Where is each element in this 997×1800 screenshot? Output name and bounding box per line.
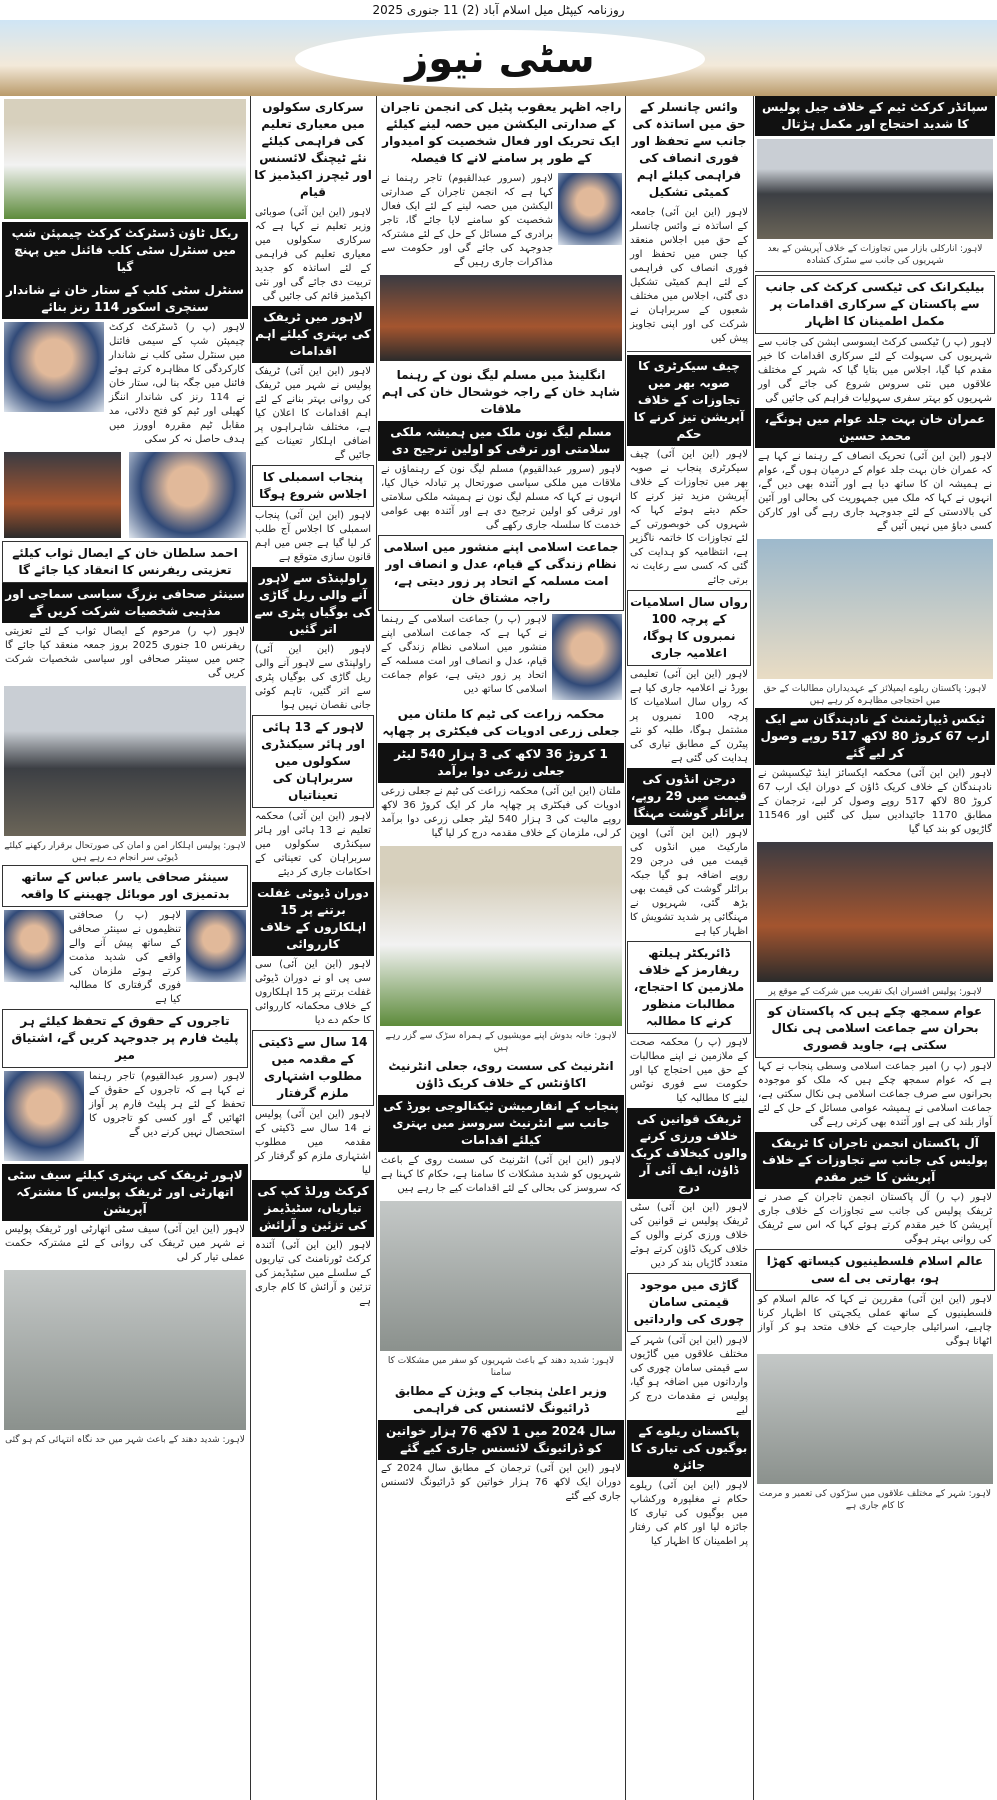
headline: ریکل ٹاؤن ڈسٹرکٹ کرکٹ چیمپئن شپ میں سنٹرل سٹی کلب فائنل میں پہنچ گیا <box>2 222 248 279</box>
column-1 <box>755 96 995 1796</box>
article-body: لاہور (این این آئی) جامعہ کے اساتذہ نے وائس چانسلر کے حق میں اجلاس منعقد کیا جس میں تحفظ اور فوری انصاف کی فراہمی کے لئے اہم کمیٹی تشکیل دی گئی، اجلاس میں مختلف شعبوں کے سربراہان نے شرکت کی اور اپنی تجاویز پیش کیں <box>630 207 748 344</box>
headline: سپائڈر کرکٹ ٹیم کے خلاف جیل پولیس کا شدید احتجاج اور مکمل ہڑتال <box>755 96 995 136</box>
headline: احمد سلطان خان کے ایصال ثواب کیلئے تعزیتی ریفرنس کا انعقاد کیا جائے گا <box>2 541 248 583</box>
photo-caption: لاہور: پاکستان ریلوے ایمپلائز کے عہدیداران مطالبات کے حق میں احتجاجی مظاہرہ کر رہے ہیں <box>763 684 987 706</box>
photo-fog <box>380 1201 622 1351</box>
headline: انٹرنیٹ کی سست روی، جعلی انٹرنیٹ اکاؤنٹس کے خلاف کریک ڈاؤن <box>388 1059 614 1090</box>
article-body: لاہور (این این آئی) محکمہ تعلیم نے 13 ہائی اور ہائر سیکنڈری سکولوں میں سربراہان کی تعیناتی کے احکامات جاری کر دیئے <box>255 811 371 878</box>
column-3 <box>378 96 624 1796</box>
headline: لاہور کے 13 ہائی اور ہائر سیکنڈری سکولوں میں سربراہان کی تعیناتیاں <box>252 715 374 808</box>
headline: سال 2024 میں 1 لاکھ 76 ہزار خواتین کو ڈرائیونگ لائسنس جاری کیے گئے <box>378 1420 624 1460</box>
article-row <box>378 611 624 703</box>
article-body: ملتان (این این آئی) محکمہ زراعت کی ٹیم نے جعلی زرعی ادویات کی فیکٹری پر چھاپہ مار کر ایک کروڑ 36 لاکھ روپے مالیت کی 3 ہزار 540 لیٹر جعلی زرعی دوا برآمد کر لی، ملزمان کے خلاف مقدمہ درج کر لیا گیا <box>381 786 621 839</box>
headline: ٹریفک قوانین کی خلاف ورزی کرنے والوں کیخلاف کریک ڈاؤن، ایف آئی آر درج <box>627 1108 751 1199</box>
photo-group-meeting <box>380 275 622 361</box>
headline: بیلیکرانک کی ٹیکسی کرکٹ کی جانب سے پاکستان کے سرکاری اقدامات پر مکمل اطمینان کا اظہار <box>755 275 995 334</box>
article-body: لاہور (این این آئی) محکمہ ایکسائز اینڈ ٹیکسیشن نے نادہندگان کے خلاف کریک ڈاؤن کے دوران ایک ارب 67 کروڑ 80 لاکھ 517 روپے وصول کر لیے، ترجمان کے مطابق 1170 جائیدادیں سیل کی گئیں اور 11546 گاڑیوں کو بند کیا گیا <box>758 768 992 835</box>
article-body: لاہور (این این آئی) سی سی پی او نے دوران ڈیوٹی غفلت برتنے پر 15 اہلکاروں کے خلاف محکمانہ کارروائی کا حکم دے دیا <box>255 959 372 1026</box>
column-2 <box>627 96 751 1796</box>
headline: سرکاری سکولوں میں معیاری تعلیم کی فراہمی کیلئے نئے ٹیچنگ لائسنس اور ٹیچرز اکیڈمیز کا قیام <box>254 100 372 199</box>
column-rule <box>250 96 251 1800</box>
article-body: لاہور (این این آئی) ترجمان کے مطابق سال 2024 کے دوران ایک لاکھ 76 ہزار خواتین کو ڈرائیونگ لائسنس جاری کیے گئے <box>381 1463 621 1502</box>
article-row <box>2 907 248 1009</box>
photo-row <box>2 449 248 541</box>
photo-portrait <box>4 452 121 538</box>
article-body: لاہور (این این آئی) تعلیمی بورڈ نے اعلامیہ جاری کیا ہے کہ رواں سال اسلامیات کا پرچہ 100 نمبروں پر مشتمل ہوگا، طلبہ کو نئے پیٹرن کے مطابق تیاری کی ہدایت کی گئی ہے <box>630 669 748 764</box>
headline: تاجروں کے حقوق کے تحفظ کیلئے ہر پلیٹ فارم پر جدوجہد کریں گے، اشتیاق میر <box>2 1009 248 1068</box>
headline: ڈائریکٹر ہیلتھ ریفارمز کے خلاف ملازمین کا احتجاج، مطالبات منظور کرنے کا مطالبہ <box>627 941 751 1034</box>
article-body: لاہور (پ ر) مرحوم کے ایصال ثواب کے لئے تعزیتی ریفرنس 10 جنوری 2025 بروز جمعہ منعقد کیا جائے گا جس میں سینئر صحافی اور سیاسی شخصیات شرکت کریں گی <box>5 626 245 679</box>
headline: دوران ڈیوٹی غفلت برتنے پر 15 اہلکاروں کے خلاف کارروائی <box>252 882 374 956</box>
article-body: لاہور (این این آئی) سٹی ٹریفک پولیس نے قوانین کی خلاف ورزی کرنے والوں کے خلاف کریک ڈاؤن کرتے ہوئے متعدد گاڑیاں بند کر دیں <box>630 1202 748 1269</box>
photo-portrait <box>4 1071 84 1161</box>
article-body: لاہور (سرور عبدالقیوم) تاجر رہنما نے کہا ہے کہ انجمن تاجران کے صدارتی الیکشن میں حصہ لینے کے لئے ایک فعال شخصیت کو سامنے لایا جائے گا، تاجر برادری کے مسائل کے حل کے لئے مشترکہ جدوجہد کی جائے گی اور حکومت سے مذاکرات جاری رہیں گے <box>381 173 553 268</box>
headline: لاہور میں ٹریفک کی بہتری کیلئے اہم اقدامات <box>252 306 374 363</box>
photo-caption: لاہور: خانہ بدوش اپنے مویشیوں کے ہمراہ سڑک سے گزر رہے ہیں <box>385 1031 617 1053</box>
article-body: لاہور (این این آئی) پولیس نے 14 سال سے ڈکیتی کے مقدمہ میں مطلوب اشتہاری ملزم کو گرفتار کر لیا <box>255 1109 371 1176</box>
photo-caption: لاہور: پولیس اہلکار امن و امان کی صورتحال برقرار رکھنے کیلئے ڈیوٹی سر انجام دے رہے ہیں <box>4 841 246 863</box>
photo-cricket-team <box>4 99 246 219</box>
article-body: لاہور (پ ر) صحافتی تنظیموں نے سینئر صحافی کے ساتھ پیش آنے والے واقعے کی شدید مذمت کرتے ہوئے ملزمان کی فوری گرفتاری کا مطالبہ کیا ہے <box>69 910 181 1005</box>
article-body: لاہور (این این آئی) انٹرنیٹ کی سست روی کے باعث شہریوں کو شدید مشکلات کا سامنا ہے، حکام کا کہنا ہے کہ سروسز کی بحالی کے لئے اقدامات کیے جا رہے ہیں <box>381 1155 621 1194</box>
article-body: لاہور (این این آئی) صوبائی وزیر تعلیم نے کہا ہے کہ سرکاری سکولوں میں معیاری تعلیم کی فراہمی کے لئے اساتذہ کو جدید تربیت دی جائے گی اور نئی اکیڈمیز قائم کی جائیں گی <box>255 207 371 302</box>
photo-caption: لاہور: شہر کے مختلف علاقوں میں سڑکوں کی تعمیر و مرمت کا کام جاری ہے <box>758 1489 992 1511</box>
photo-rally <box>757 539 993 679</box>
dateline: روزنامہ کیپٹل میل اسلام آباد (2) 11 جنوری 2025 <box>0 0 997 20</box>
headline: 14 سال سے ڈکیتی کے مقدمہ میں مطلوب اشتہاری ملزم گرفتار <box>252 1030 374 1106</box>
headline: عالم اسلام فلسطینیوں کیساتھ کھڑا ہو، بھارتی بی اے سی <box>755 1249 995 1291</box>
article-body: لاہور (این این آئی) اوپن مارکیٹ میں انڈوں کی قیمت میں فی درجن 29 روپے اضافہ ہو گیا جبکہ برائلر گوشت کی قیمت بھی بڑھ گئی، شہریوں نے مہنگائی پر شدید تشویش کا اظہار کیا ہے <box>630 828 748 937</box>
photo-caption: لاہور: شدید دھند کے باعث شہر میں حد نگاہ انتہائی کم ہو گئی <box>5 1435 245 1445</box>
headline: 1 کروڑ 36 لاکھ کی 3 ہزار 540 لیٹر جعلی زرعی دوا برآمد <box>378 743 624 783</box>
divider <box>627 351 751 352</box>
headline: انگلینڈ میں مسلم لیگ نون کے رہنما شاہد خان کے راجہ خوشحال خان کی اہم ملاقات <box>381 368 621 416</box>
article-body: لاہور (پ ر) ڈسٹرکٹ کرکٹ چیمپئن شپ کے سیمی فائنل میں سنٹرل سٹی کلب نے شاندار کارکردگی کا مظاہرہ کرتے ہوئے فائنل میں جگہ بنا لی، ستار خان نے 114 رنز کی شاندار اننگز کھیلی اور ٹیم کو فتح دلائی، مد مقابل ٹیم مقررہ اوورز میں ہدف حاصل نہ کر سکی <box>109 322 245 445</box>
headline: گاڑی میں موجود قیمتی سامان چوری کی وارداتیں <box>627 1273 751 1332</box>
headline: محکمہ زراعت کی ٹیم کا ملتان میں جعلی زرعی ادویات کی فیکٹری پر چھاپہ <box>382 707 620 738</box>
headline: رواں سال اسلامیات کے پرچہ 100 نمبروں کا ہوگا، اعلامیہ جاری <box>627 590 751 666</box>
photo-fog-truck <box>4 1270 246 1430</box>
article-body: لاہور (این این آئی) شہر کے مختلف علاقوں میں گاڑیوں سے قیمتی سامان چوری کی وارداتوں میں اضافہ ہو گیا، پولیس نے مقدمات درج کر لیے <box>630 1335 748 1416</box>
headline: وائس چانسلر کے حق میں اساتذہ کی جانب سے تحفظ اور فوری انصاف کی فراہمی کیلئے اہم کمیٹی تشکیل <box>631 100 747 199</box>
article-row <box>2 319 248 449</box>
headline: سینئر صحافی یاسر عباس کے ساتھ بدتمیزی اور موبائل چھیننے کا واقعہ <box>2 865 248 907</box>
article-body: لاہور (سرور عبدالقیوم) تاجر رہنما نے کہا ہے کہ تاجروں کے حقوق کے تحفظ کے لئے ہر پلیٹ فارم پر آواز اٹھائیں گے اور کسی کو تاجروں کا استحصال نہیں کرنے دیں گے <box>89 1071 245 1138</box>
headline: لاہور ٹریفک کی بہتری کیلئے سیف سٹی اتھارٹی اور ٹریفک پولیس کا مشترکہ آپریشن <box>2 1164 248 1221</box>
article-body: لاہور (این این آئی) چیف سیکرٹری پنجاب نے صوبہ بھر میں تجاوزات کے خلاف آپریشن مزید تیز کرنے کا حکم دیتے ہوئے کہا کہ شہروں کی خوبصورتی کے لئے تجاوزات کا خاتمہ ناگزیر ہے، انتظامیہ کو ہدایت کی گئی کہ کسی سے رعایت نہ برتی جائے <box>630 449 748 586</box>
article-body: لاہور (این این آئی) ٹریفک پولیس نے شہر میں ٹریفک کی روانی بہتر بنانے کے لئے اہم اقدامات کا اعلان کیا ہے، مختلف شاہراہوں پر اضافی اہلکار تعینات کیے جائیں گے <box>255 366 371 461</box>
article-body: لاہور (این این آئی) مقررین نے کہا کہ عالم اسلام کو فلسطینیوں کے ساتھ عملی یکجہتی کا اظہار کرنا چاہیے، اسرائیلی جارحیت کے خلاف متحد ہو کر آواز اٹھانا ہوگی <box>758 1294 992 1347</box>
article-body: لاہور (پ ر) ٹیکسی کرکٹ ایسوسی ایشن کی جانب سے شہریوں کی سہولت کے لئے سرکاری اقدامات کا خیر مقدم کیا گیا، اجلاس میں بتایا گیا کہ شہر کے مختلف علاقوں میں نئی سروس شروع کی جائے گی اور شہریوں کو بہتر سفری سہولیات فراہم کی جائیں گی <box>758 337 992 404</box>
photo-cricketer <box>4 322 104 412</box>
divider <box>755 271 995 272</box>
article-body: لاہور (این این آئی) راولپنڈی سے لاہور آنے والی ریل گاڑی کی بوگیاں پٹری سے اتر گئیں، تاہم کوئی جانی نقصان نہیں ہوا <box>255 644 371 711</box>
photo-portrait <box>4 910 64 982</box>
headline: پاکستان ریلوے کے بوگیوں کی تیاری کا جائزہ <box>627 1420 751 1477</box>
column-rule <box>376 96 377 1800</box>
column-4 <box>252 96 374 1796</box>
headline: جماعت اسلامی اپنے منشور میں اسلامی نظام زندگی کے قیام، عدل و انصاف اور امت مسلمہ کے اتحاد پر زور دیتی ہے، راجہ مشتاق خان <box>378 535 624 611</box>
headline: چیف سیکرٹری کا صوبہ بھر میں تجاوزات کے خلاف آپریشن تیز کرنے کا حکم <box>627 355 751 446</box>
article-body: لاہور (این این آئی) پنجاب اسمبلی کا اجلاس آج طلب کر لیا گیا ہے جس میں اہم قانون سازی متوقع ہے <box>255 510 371 563</box>
headline: درجن انڈوں کی قیمت میں 29 روپے، برائلر گوشت مہنگا <box>627 768 751 825</box>
article-body: لاہور (این این آئی) تحریک انصاف کے رہنما نے کہا ہے کہ عمران خان بہت جلد عوام کے درمیان ہوں گے، عوام نے ہمیشہ ان کا ساتھ دیا ہے اور آئندہ بھی دیں گے، انہوں نے کہا کہ ملک میں جمہوریت کی بحالی اور آئین کی بالادستی کے لئے جدوجہد جاری رہے گی اور کارکن کسی دباؤ میں نہیں آئیں گے <box>758 451 992 532</box>
headline: عوام سمجھ چکے ہیں کہ پاکستان کو بحران سے جماعت اسلامی ہی نکال سکتی ہے، جاوید قصوری <box>755 999 995 1058</box>
article-body: لاہور (پ ر) جماعت اسلامی کے رہنما نے کہا ہے کہ جماعت اسلامی اپنے منشور میں اسلامی نظام زندگی کے قیام، عدل و انصاف اور امت مسلمہ کے اتحاد پر زور دیتی ہے، عوام جماعت اسلامی کا ساتھ دیں <box>381 614 547 695</box>
photo-portrait <box>186 910 246 982</box>
column-rule <box>753 96 754 1800</box>
photo-caption: لاہور: پولیس افسران ایک تقریب میں شرکت کے موقع پر <box>768 987 982 997</box>
photo-security <box>4 686 246 836</box>
headline: ٹیکس ڈیپارٹمنٹ کے نادہندگان سے ایک ارب 67 کروڑ 80 لاکھ 517 روپے وصول کر لیے گئے <box>755 708 995 765</box>
article-row <box>378 170 624 272</box>
photo-caption: لاہور: شدید دھند کے باعث شہریوں کو سفر میں مشکلات کا سامنا <box>387 1356 615 1378</box>
article-body: لاہور (این این آئی) ریلوے حکام نے مغلپورہ ورکشاپ میں بوگیوں کی تیاری کا جائزہ لیا اور کام کی رفتار پر اطمینان کا اظہار کیا <box>630 1480 748 1547</box>
headline: مسلم لیگ نون ملک میں ہمیشہ ملکی سلامتی اور ترقی کو اولین ترجیح دی <box>378 421 624 461</box>
headline: پنجاب کے انفارمیشن ٹیکنالوجی بورڈ کی جانب سے انٹرنیٹ سروسز میں بہتری کیلئے اقدامات <box>378 1095 624 1152</box>
article-body: لاہور (پ ر) امیر جماعت اسلامی وسطی پنجاب نے کہا ہے کہ عوام سمجھ چکے ہیں کہ ملک کو موجودہ بحرانوں سے صرف جماعت اسلامی ہی نکال سکتی ہے، جماعت اسلامی نے ہمیشہ عوامی مسائل کے حل کے لئے آواز بلند کی ہے اور آئندہ بھی کرتی رہے گی <box>758 1061 992 1128</box>
photo-portrait <box>558 173 622 245</box>
photo-portrait <box>129 452 246 538</box>
photo-road-work <box>757 1354 993 1484</box>
headline: راجہ اظہر یعقوب پٹیل کی انجمن تاجران کے صدارتی الیکشن میں حصہ لینے کیلئے ایک تحریک اور فعال شخصیت کو امیدوار کے طور پر سامنے لانے کا فیصلہ <box>380 100 622 165</box>
headline: آل پاکستان انجمن تاجران کا ٹریفک پولیس کی جانب سے تجاوزات کے خلاف آپریشن کا خیر مقدم <box>755 1132 995 1189</box>
column-5 <box>2 96 248 1796</box>
photo-portrait <box>552 614 622 700</box>
article-row <box>2 1068 248 1164</box>
article-body: لاہور (سرور عبدالقیوم) مسلم لیگ نون کے رہنماؤں نے ملاقات میں ملکی سیاسی صورتحال پر تبادلہ خیال کیا، انہوں نے کہا کہ مسلم لیگ نون نے ہمیشہ ملکی سلامتی اور ترقی کو اولین ترجیح دی ہے اور آئندہ بھی عوامی خدمت کا سلسلہ جاری رکھے گی <box>381 464 621 531</box>
article-body: لاہور (این این آئی) سیف سٹی اتھارٹی اور ٹریفک پولیس نے شہر میں ٹریفک کی روانی کے لئے مشترکہ حکمت عملی تیار کر لی <box>5 1224 245 1263</box>
article-body: لاہور (پ ر) آل پاکستان انجمن تاجران کے صدر نے ٹریفک پولیس کی جانب سے تجاوزات کے خلاف جاری آپریشن کا خیر مقدم کرتے ہوئے کہا کہ اس سے ٹریفک کی روانی بہتر ہوگی <box>758 1192 992 1245</box>
headline: وزیر اعلیٰ پنجاب کے ویژن کے مطابق ڈرائیونگ لائسنس کی فراہمی <box>394 1384 607 1415</box>
photo-camels <box>380 846 622 1026</box>
headline: عمران خان بہت جلد عوام میں ہونگے، محمد حسین <box>755 408 995 448</box>
photo-caption: لاہور: انارکلی بازار میں تجاوزات کے خلاف آپریشن کے بعد شہریوں کی جانب سے سٹرک کشادہ <box>767 244 983 266</box>
photo-police-ceremony <box>757 842 993 982</box>
headline: راولپنڈی سے لاہور آنے والی ریل گاڑی کی بوگیاں پٹری سے اتر گئیں <box>252 567 374 641</box>
headline: پنجاب اسمبلی کا اجلاس شروع ہوگا <box>252 465 374 507</box>
headline: کرکٹ ورلڈ کپ کی تیاریاں، سٹیڈیمز کی تزئین و آرائش <box>252 1180 374 1237</box>
article-body: لاہور (پ ر) محکمہ صحت کے ملازمین نے اپنے مطالبات کے حق میں احتجاج کیا اور حکومت سے فوری نوٹس لینے کا مطالبہ کیا <box>630 1037 748 1104</box>
headline: سینئر صحافی بزرگ سیاسی سماجی اور مذہبی شخصیات شرکت کریں گے <box>2 583 248 623</box>
column-rule <box>625 96 626 1800</box>
article-body: لاہور (این این آئی) آئندہ کرکٹ ٹورنامنٹ کی تیاریوں کے سلسلے میں سٹیڈیمز کی تزئین و آرائش کا کام جاری ہے <box>255 1240 371 1307</box>
headline: سنٹرل سٹی کلب کے ستار خان نے شاندار سنچری اسکور 114 رنز بنائے <box>2 279 248 319</box>
photo-police-protest <box>757 139 993 239</box>
masthead-title: سٹی نیوز <box>295 30 705 88</box>
